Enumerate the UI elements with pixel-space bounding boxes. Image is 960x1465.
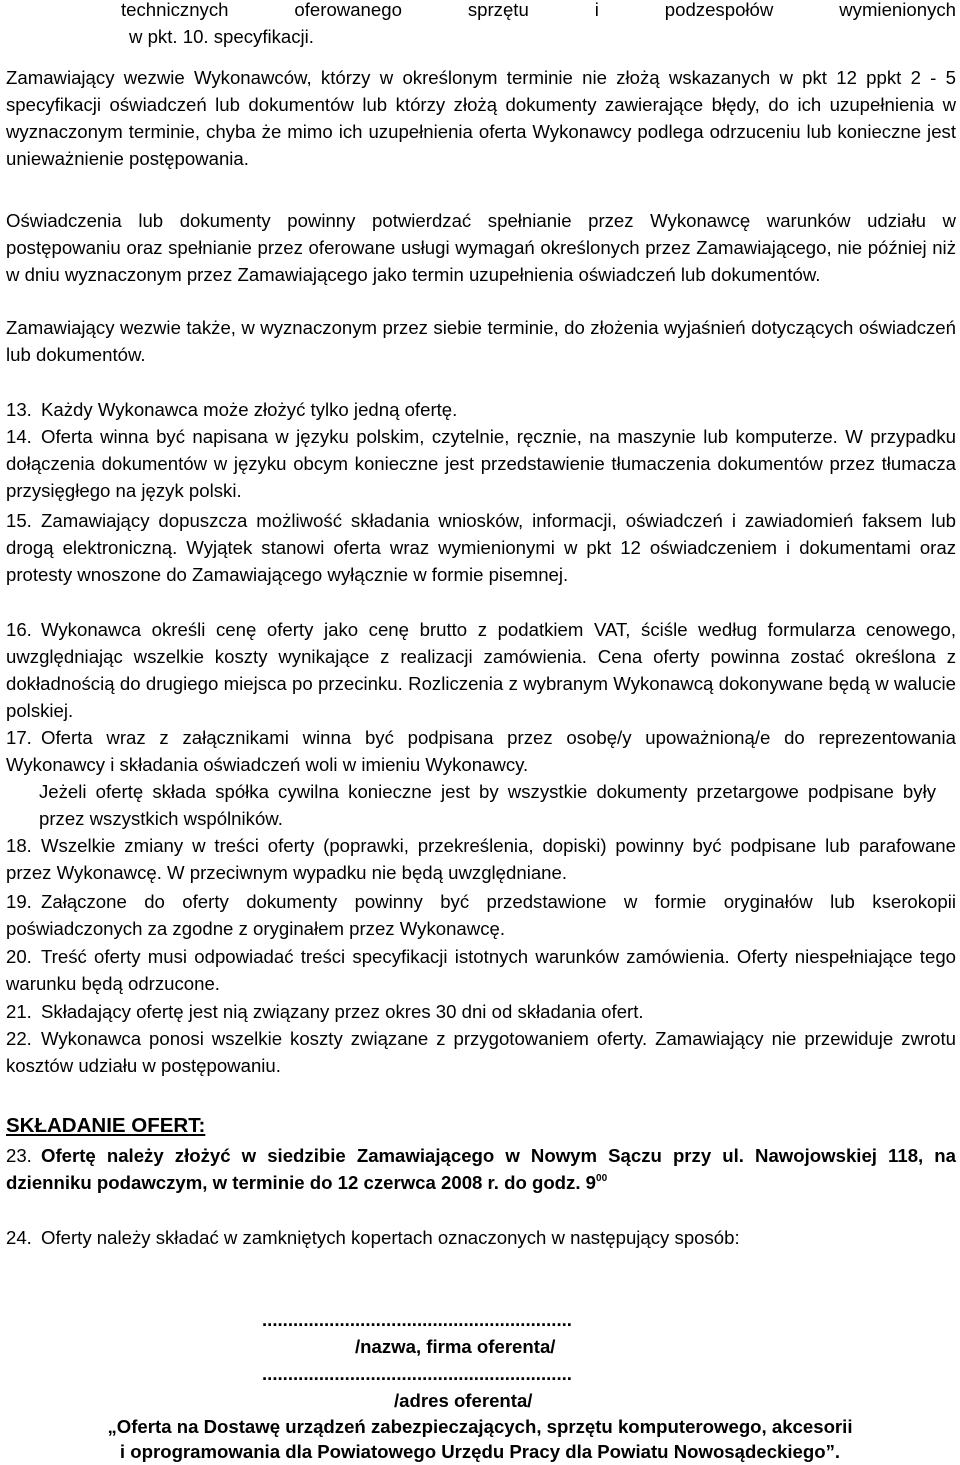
continuation-line-2: w pkt. 10. specyfikacji. xyxy=(129,26,314,47)
item-17 xyxy=(6,724,956,778)
item-text: Wykonawca określi cenę oferty jako cenę brutto z podatkiem VAT, ściśle według formularza cenowego, uwzględniając wszelkie koszty wynikające z realizacji zamówienia. Cena oferty powinna zostać określona z dokładnością do drugiego miejsca po przecinku. Rozliczenia z wybranym Wykonawcą dokonywane będą w walucie polskiej. xyxy=(6,619,956,721)
item-text: Załączone do oferty dokumenty powinny być przedstawione w formie oryginałów lub kserokopii poświadczonych za zgodne z oryginałem przez Wykonawcę. xyxy=(6,891,956,939)
paragraph-supplement-call: Zamawiający wezwie Wykonawców, którzy w określonym terminie nie złożą wskazanych w pkt 12 ppkt 2 - 5 specyfikacji oświadczeń lub dokumentów lub którzy złożą dokumenty zawierające błędy, do ich uzupełnienia w wyznaczonym terminie, chyba że mimo ich uzupełnienia oferta Wykonawcy podlega odrzuceniu lub konieczne jest unieważnienie postępowania. xyxy=(6,67,956,169)
item-17-note: Jeżeli ofertę składa spółka cywilna konieczne jest by wszystkie dokumenty przetargowe podpisane były przez wszystkich wspólników. xyxy=(39,781,936,829)
address-label: /adres oferenta/ xyxy=(394,1390,533,1411)
continuation-line-1: technicznych oferowanego sprzętu i podzespołów wymienionych xyxy=(121,0,956,20)
item-24 xyxy=(6,1224,956,1251)
item-18 xyxy=(6,832,956,886)
item-number: 17. xyxy=(6,727,32,748)
dotted-line-address: ............................................................ xyxy=(262,1363,572,1384)
item-19 xyxy=(6,888,956,942)
item-text: Oferta wraz z załącznikami winna być podpisana przez osobę/y upoważnioną/e do reprezentowania Wykonawcy i składania oświadczeń woli w imieniu Wykonawcy. xyxy=(6,727,956,775)
item-text: Składający ofertę jest nią związany przez okres 30 dni od składania ofert. xyxy=(41,1001,644,1022)
item-number: 14. xyxy=(6,426,32,447)
item-13 xyxy=(6,396,956,423)
item-number: 21. xyxy=(6,1001,32,1022)
item-number: 15. xyxy=(6,510,32,531)
item-text: Każdy Wykonawca może złożyć tylko jedną ofertę. xyxy=(41,399,458,420)
item-20 xyxy=(6,943,956,997)
item-16 xyxy=(6,616,956,724)
item-number: 20. xyxy=(6,946,32,967)
item-number: 24. xyxy=(6,1227,32,1248)
firm-label: /nazwa, firma oferenta/ xyxy=(355,1336,556,1357)
paragraph-confirmation: Oświadczenia lub dokumenty powinny potwierdzać spełnianie przez Wykonawcę warunków udziału w postępowaniu oraz spełnianie przez oferowane usługi wymagań określonych przez Zamawiającego, nie później niż w dniu wyznaczonym przez Zamawiającego jako termin uzupełnienia oświadczeń lub dokumentów. xyxy=(6,210,956,285)
paragraph-explanations: Zamawiający wezwie także, w wyznaczonym przez siebie terminie, do złożenia wyjaśnień dotyczących oświadczeń lub dokumentów. xyxy=(6,317,956,365)
envelope-label-line-1: „Oferta na Dostawę urządzeń zabezpieczających, sprzętu komputerowego, akcesorii xyxy=(107,1416,853,1437)
item-21 xyxy=(6,998,956,1025)
item-text: Oferta winna być napisana w języku polskim, czytelnie, ręcznie, na maszynie lub komputerze. W przypadku dołączenia dokumentów w języku obcym konieczne jest przedstawienie tłumaczenia dokumentów przez tłumacza przysięgłego na język polski. xyxy=(6,426,956,501)
item-text: Oferty należy składać w zamkniętych kopertach oznaczonych w następujący sposób: xyxy=(41,1227,740,1248)
item-text: Wykonawca ponosi wszelkie koszty związane z przygotowaniem oferty. Zamawiający nie przewiduje zwrotu kosztów udziału w postępowaniu. xyxy=(6,1028,956,1076)
item-text: Wszelkie zmiany w treści oferty (poprawki, przekreślenia, dopiski) powinny być podpisane lub parafowane przez Wykonawcę. W przeciwnym wypadku nie będą uwzględniane. xyxy=(6,835,956,883)
item-text: Ofertę należy złożyć w siedzibie Zamawiającego w Nowym Sączu przy ul. Nawojowskiej 118, na dzienniku podawczym, w terminie do 12 czerwca 2008 r. do godz. 9 xyxy=(6,1145,956,1193)
item-number: 16. xyxy=(6,619,32,640)
item-number: 18. xyxy=(6,835,32,856)
item-number: 22. xyxy=(6,1028,32,1049)
item-number: 23. xyxy=(6,1145,32,1166)
section-heading: SKŁADANIE OFERT: xyxy=(6,1114,206,1137)
envelope-label-line-2: i oprogramowania dla Powiatowego Urzędu Pracy dla Powiatu Nowosądeckiego”. xyxy=(119,1441,841,1462)
dotted-line-firm: ............................................................ xyxy=(262,1309,572,1330)
item-number: 13. xyxy=(6,399,32,420)
item-15 xyxy=(6,507,956,588)
item-22 xyxy=(6,1025,956,1079)
item-text: Treść oferty musi odpowiadać treści specyfikacji istotnych warunków zamówienia. Oferty niespełniające tego warunku będą odrzucone. xyxy=(6,946,956,994)
time-superscript: 00 xyxy=(596,1173,608,1184)
item-23 xyxy=(6,1142,956,1196)
item-text: Zamawiający dopuszcza możliwość składania wniosków, informacji, oświadczeń i zawiadomień faksem lub drogą elektroniczną. Wyjątek stanowi oferta wraz wymienionymi w pkt 12 oświadczeniem i dokumentami oraz protesty wnoszone do Zamawiającego wyłącznie w formie pisemnej. xyxy=(6,510,956,585)
item-14 xyxy=(6,423,956,504)
item-number: 19. xyxy=(6,891,32,912)
